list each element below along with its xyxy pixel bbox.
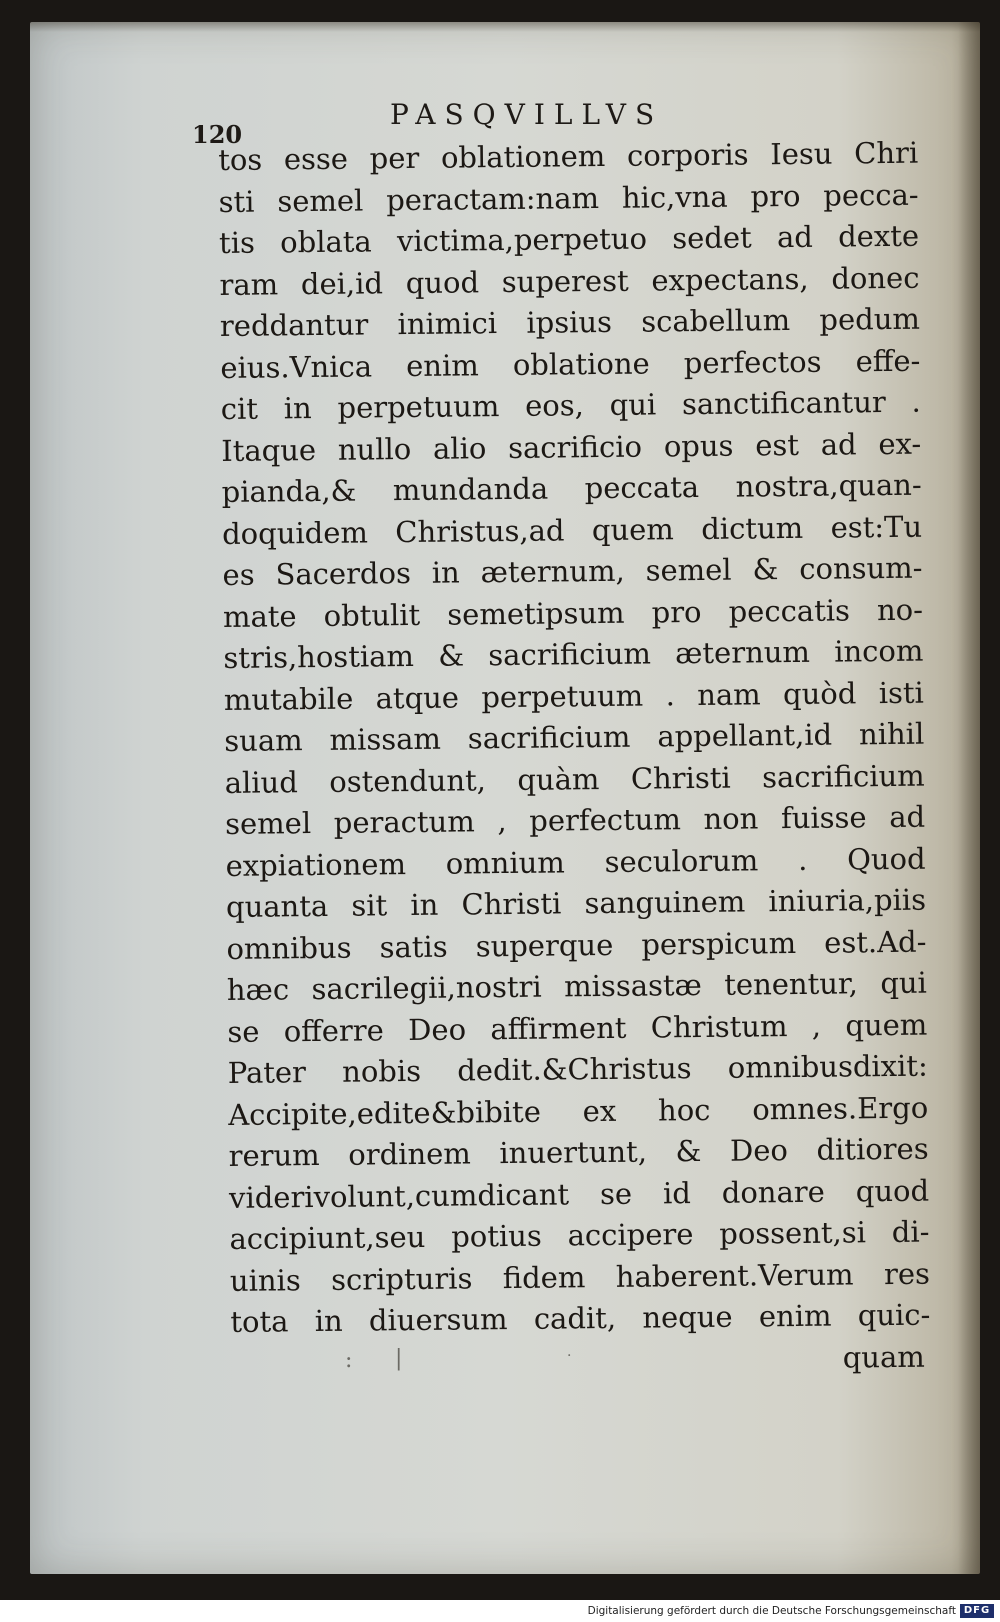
dfg-logo: DFG — [960, 1604, 994, 1618]
text-line: aliud ostendunt, quàm Christi sacrificium — [224, 758, 925, 800]
text-line: mate obtulit semetipsum pro peccatis no- — [222, 592, 924, 634]
text-line: es Sacerdos in æternum, semel & consum- — [222, 550, 923, 592]
text-line: Itaque nullo alio sacrificio opus est ad ex- — [221, 426, 922, 468]
running-head: PASQVILLVS — [390, 98, 664, 131]
text-line: Accipite,edite&bibite ex hoc omnes.Ergo — [228, 1090, 929, 1132]
funding-credit: Digitalisierung gefördert durch die Deutsche Forschungsgemeinschaft — [587, 1605, 956, 1617]
text-line: hæc sacrilegii,nostri missastæ tenentur, qui — [226, 965, 928, 1007]
text-line: eius.Vnica enim oblatione perfectos effe- — [220, 343, 921, 385]
text-line: se offerre Deo affirment Christum , quem — [227, 1007, 928, 1049]
catchword: quam — [842, 1339, 925, 1375]
page-number: 120 — [192, 120, 243, 149]
text-line: tis oblata victima,perpetuo sedet ad dexte — [218, 218, 920, 260]
show-through-mark: · — [567, 1348, 572, 1364]
text-line: cit in perpetuum eos, qui sanctificantur . — [220, 384, 921, 426]
text-line: reddantur inimici ipsius scabellum pedum — [219, 301, 921, 343]
page-shadow-top — [30, 22, 980, 32]
text-line: omnibus satis superque perspicum est.Ad- — [226, 924, 927, 966]
text-line: sti semel peractam:nam hic,vna pro pecca- — [218, 177, 919, 219]
text-line: stris,hostiam & sacrificium æternum incom — [223, 633, 924, 675]
show-through-mark: | — [395, 1346, 403, 1371]
text-line: doquidem Christus,ad quem dictum est:Tu — [221, 509, 923, 551]
text-line: pianda,& mundanda peccata nostra,quan- — [221, 467, 922, 509]
text-line: Pater nobis dedit.&Christus omnibusdixit: — [227, 1048, 928, 1090]
text-line: rerum ordinem inuertunt, & Deo ditiores — [228, 1131, 929, 1173]
text-line: ram dei,id quod superest expectans, donec — [219, 260, 920, 302]
text-line: viderivolunt,cumdicant se id donare quod — [228, 1173, 930, 1215]
text-line: tos esse per oblationem corporis Iesu Chri — [218, 135, 919, 177]
text-line: mutabile atque perpetuum . nam quòd isti — [223, 675, 924, 717]
text-line: tota in diuersum cadit, neque enim quic- — [230, 1297, 931, 1339]
text-line: suam missam sacrificium appellant,id nihil — [224, 716, 925, 758]
text-line: uinis scripturis fidem haberent.Verum res — [229, 1256, 931, 1298]
show-through-mark: : — [345, 1348, 353, 1373]
text-line: semel peractum , perfectum non fuisse ad — [224, 799, 926, 841]
page-shadow-right — [958, 22, 980, 1574]
body-text — [218, 133, 931, 1385]
text-line: quanta sit in Christi sanguinem iniuria,piis — [225, 882, 927, 924]
text-line: expiationem omnium seculorum . Quod — [225, 841, 926, 883]
text-line: accipiunt,seu potius accipere possent,si di- — [229, 1214, 930, 1256]
digitization-footer — [0, 1600, 1000, 1622]
